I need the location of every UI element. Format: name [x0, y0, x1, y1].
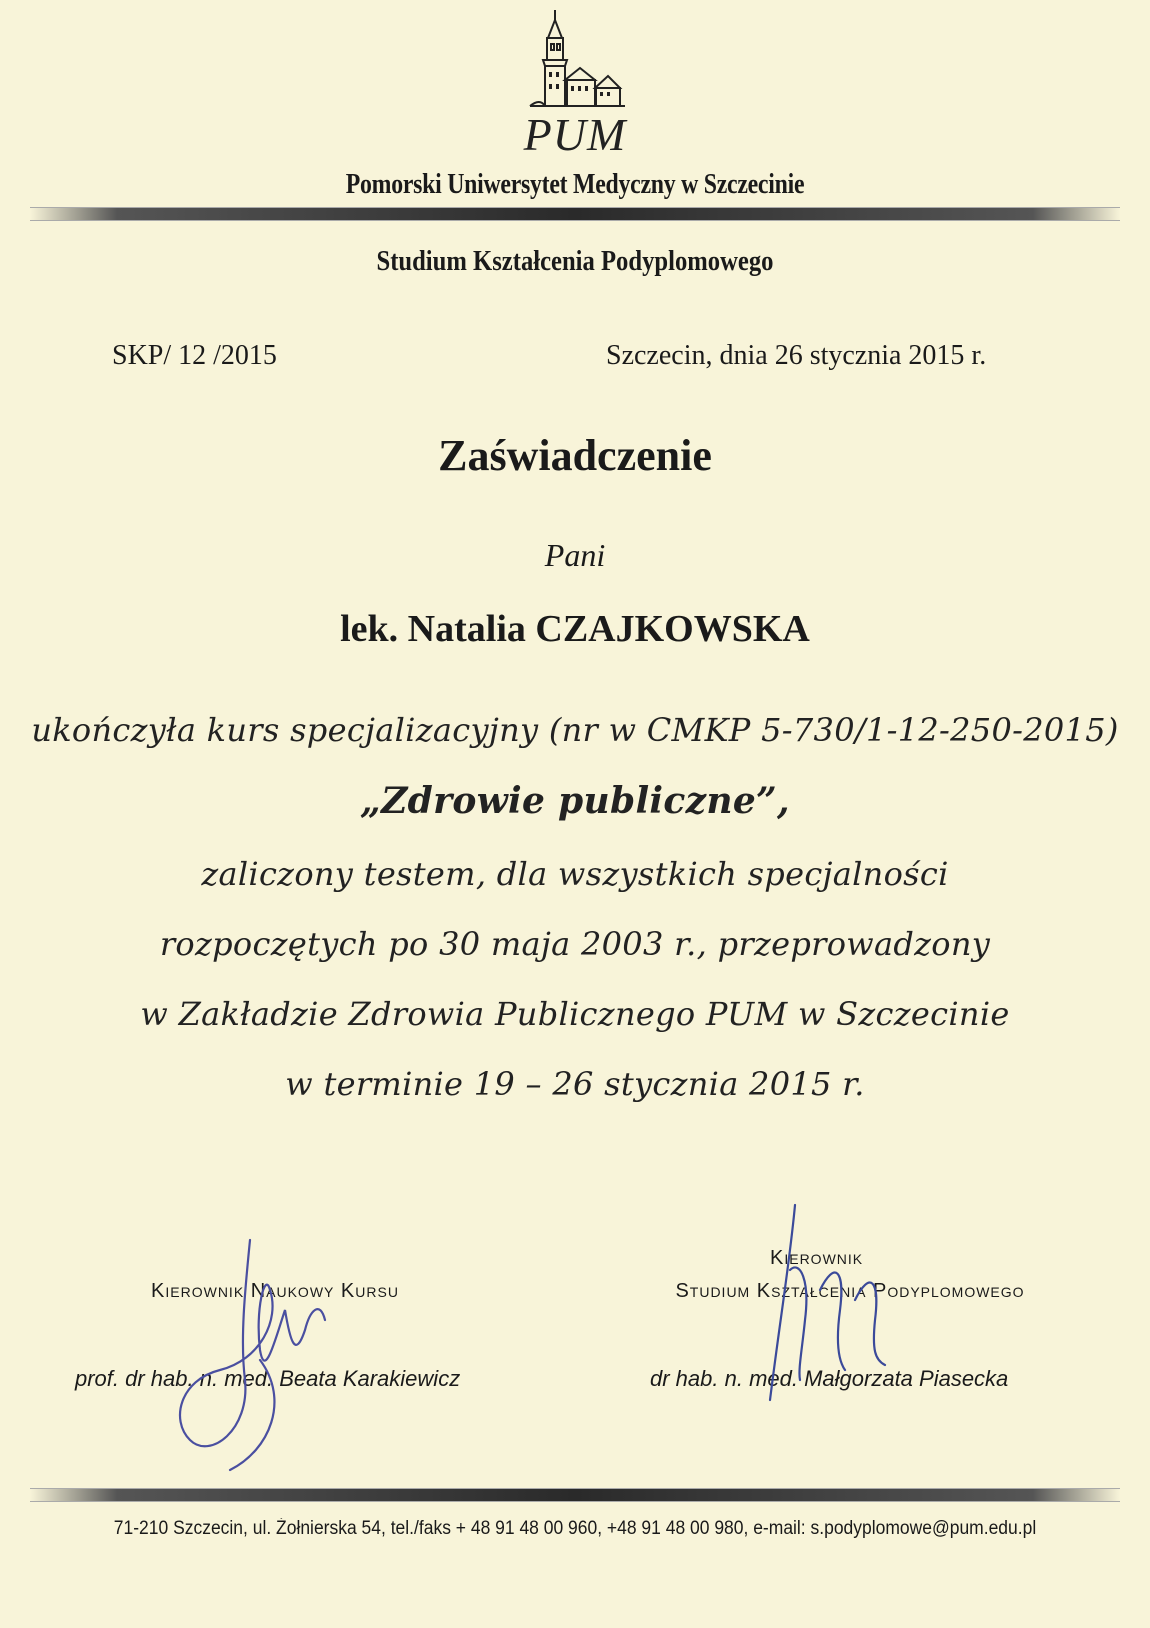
- salutation: Pani: [544, 537, 606, 573]
- header-divider: [30, 207, 1120, 221]
- issue-place-date: Szczecin, dnia 26 stycznia 2015 r.: [606, 340, 987, 371]
- document-title: Zaświadczenie: [438, 431, 712, 480]
- course-detail-line: rozpoczętych po 30 maja 2003 r., przeprowadzony: [159, 925, 991, 963]
- course-location-line: w Zakładzie Zdrowia Publicznego PUM w Szczecinie: [140, 995, 1010, 1033]
- logo-text: PUM: [523, 109, 627, 160]
- left-signatory-role: Kierownik Naukowy Kursu: [151, 1280, 399, 1302]
- right-signatory-role-line1: Kierownik: [770, 1247, 864, 1269]
- footer-address: 71-210 Szczecin, ul. Żołnierska 54, tel./faks + 48 91 48 00 960, +48 91 48 00 980, e-mail: s.podyplomowe@pum.edu.pl: [113, 1518, 1037, 1539]
- right-signatory-role-line2: Studium Kształcenia Podyplomowego: [675, 1280, 1025, 1302]
- right-signatory-name: dr hab. n. med. Małgorzata Piasecka: [650, 1366, 1009, 1391]
- reference-number: SKP/ 12 /2015: [112, 340, 277, 371]
- course-dates-line: w terminie 19 – 26 stycznia 2015 r.: [285, 1065, 865, 1103]
- footer-divider: [30, 1488, 1120, 1502]
- left-signatory-name: prof. dr hab. n. med. Beata Karakiewicz: [75, 1366, 461, 1391]
- right-signature-icon: [760, 1200, 920, 1420]
- university-name: Pomorski Uniwersytet Medyczny w Szczecinie: [345, 168, 805, 200]
- course-completion-line: ukończyła kurs specjalizacyjny (nr w CMKP 5-730/1-12-250-2015): [31, 711, 1119, 749]
- course-detail-line: zaliczony testem, dla wszystkich specjalności: [201, 855, 949, 893]
- recipient-name: lek. Natalia CZAJKOWSKA: [340, 608, 810, 650]
- course-name: „Zdrowie publiczne”,: [360, 780, 790, 822]
- left-signature-icon: [150, 1230, 350, 1480]
- department-name: Studium Kształcenia Podyplomowego: [376, 246, 774, 277]
